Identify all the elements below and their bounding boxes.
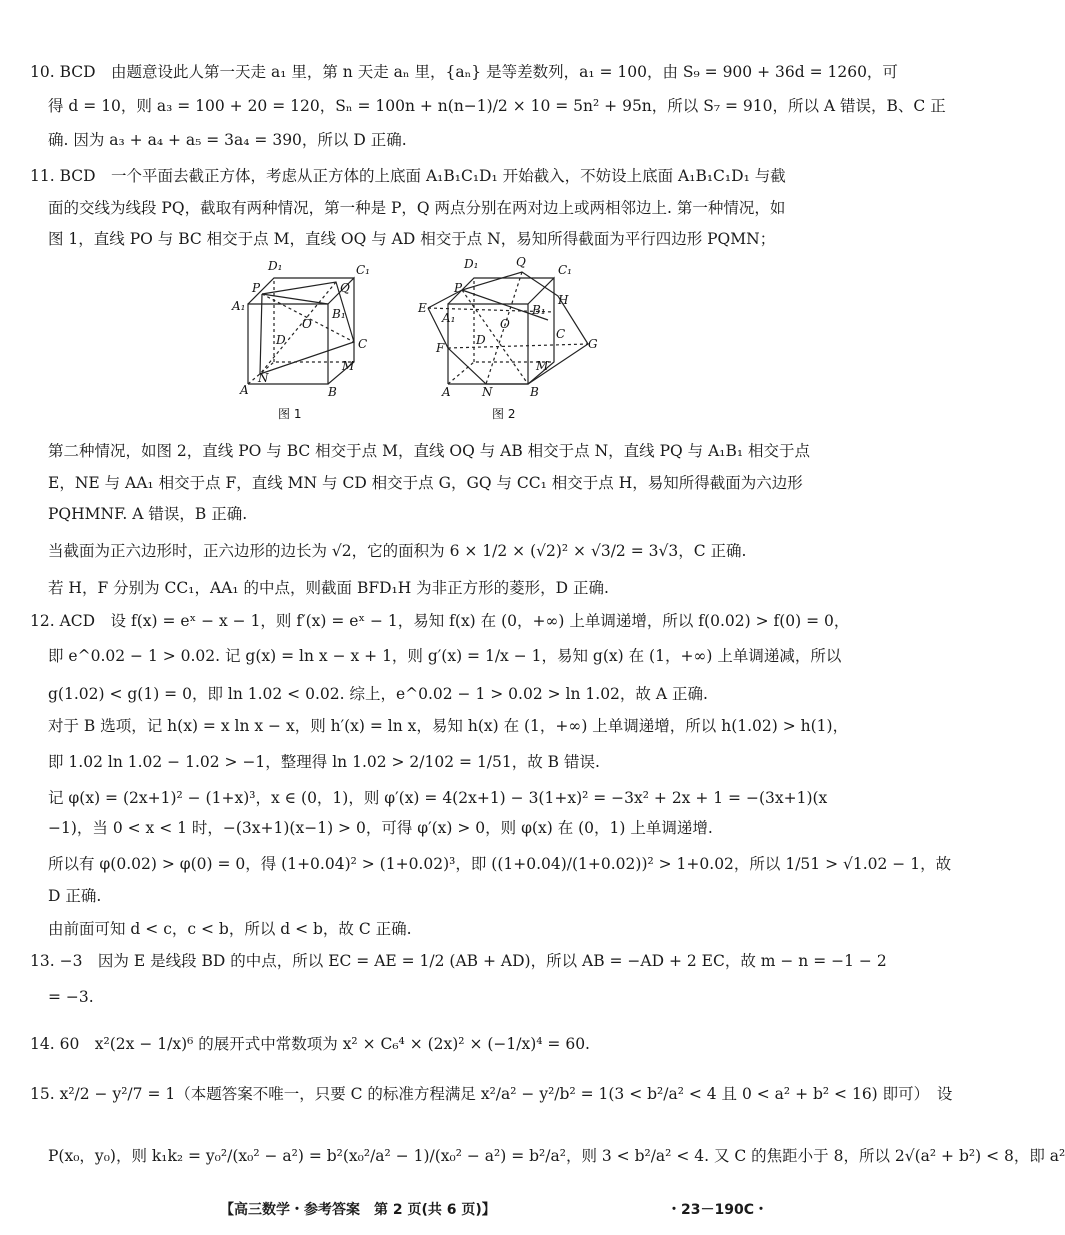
- text-line-24: 14. 60 x²(2x − 1/x)⁶ 的展开式中常数项为 x² × C₆⁴ × (2x)² × (−1/x)⁴ = 60.: [30, 1035, 590, 1053]
- fig1-label-A1: A₁: [232, 299, 246, 313]
- text-line-9: PQHMNF. A 错误，B 正确.: [48, 505, 248, 523]
- text-line-11: 若 H，F 分别为 CC₁，AA₁ 的中点，则截面 BFD₁H 为非正方形的菱形，D 正确.: [48, 579, 609, 597]
- text-line-4: 11. BCD 一个平面去截正方体，考虑从正方体的上底面 A₁B₁C₁D₁ 开始截入，不妨设上底面 A₁B₁C₁D₁ 与截: [30, 167, 786, 185]
- fig1-label-A: A: [240, 383, 249, 397]
- text-line-18: −1)，当 0 < x < 1 时，−(3x+1)(x−1) > 0，可得 φ′(x) > 0，则 φ(x) 在 (0，1) 上单调递增.: [48, 819, 713, 837]
- fig2-label-O: O: [500, 317, 510, 331]
- text-line-7: 第二种情况，如图 2，直线 PO 与 BC 相交于点 M，直线 OQ 与 AB 相交于点 N，直线 PQ 与 A₁B₁ 相交于点: [48, 442, 811, 460]
- figure-1-caption: 图 1: [278, 407, 302, 421]
- text-line-13: 即 e^0.02 − 1 > 0.02. 记 g(x) = ln x − x + 1，则 g′(x) = 1/x − 1，易知 g(x) 在 (1，+∞) 上单调递减，所以: [48, 647, 842, 665]
- text-line-14: g(1.02) < g(1) = 0，即 ln 1.02 < 0.02. 综上，e^0.02 − 1 > 0.02 > ln 1.02，故 A 正确.: [48, 685, 708, 703]
- text-line-8: E，NE 与 AA₁ 相交于点 F，直线 MN 与 CD 相交于点 G，GQ 与 CC₁ 相交于点 H，易知所得截面为六边形: [48, 474, 803, 492]
- fig1-label-P: P: [252, 281, 261, 295]
- fig2-label-D1: D₁: [464, 257, 479, 271]
- fig1-label-C1: C₁: [356, 263, 370, 277]
- fig2-label-E: E: [418, 301, 427, 315]
- text-line-25: 15. x²/2 − y²/7 = 1（本题答案不唯一，只要 C 的标准方程满足 x²/a² − y²/b² = 1(3 < b²/a² < 4 且 0 < a² + b² < 16) 即可） 设: [30, 1085, 953, 1103]
- text-line-21: 由前面可知 d < c，c < b，所以 d < b，故 C 正确.: [48, 920, 412, 938]
- figure-1-cube: [248, 278, 354, 384]
- fig1-label-D1: D₁: [268, 259, 283, 273]
- text-line-1: 10. BCD 由题意设此人第一天走 a₁ 里，第 n 天走 aₙ 里，{aₙ} 是等差数列，a₁ = 100，由 S₉ = 900 + 36d = 1260，可: [30, 63, 898, 81]
- fig2-label-H: H: [558, 293, 569, 307]
- fig2-label-F: F: [436, 341, 445, 355]
- text-line-10: 当截面为正六边形时，正六边形的边长为 √2，它的面积为 6 × 1/2 × (√2)² × √3/2 = 3√3，C 正确.: [48, 542, 747, 560]
- text-line-3: 确. 因为 a₃ + a₄ + a₅ = 3a₄ = 390，所以 D 正确.: [48, 131, 407, 149]
- fig1-label-C: C: [358, 337, 368, 351]
- text-line-5: 面的交线为线段 PQ，截取有两种情况，第一种是 P，Q 两点分别在两对边上或两相邻边上. 第一种情况，如: [48, 199, 786, 217]
- text-line-15: 对于 B 选项，记 h(x) = x ln x − x，则 h′(x) = ln x，易知 h(x) 在 (1，+∞) 上单调递增，所以 h(1.02) > h(1)，: [48, 717, 849, 735]
- cube-section-figures: [228, 252, 598, 430]
- footer-title: 【高三数学・参考答案 第 2 页(共 6 页)】: [220, 1202, 496, 1218]
- text-line-2: 得 d = 10，则 a₃ = 100 + 20 = 120，Sₙ = 100n + n(n−1)/2 × 10 = 5n² + 95n，所以 S₇ = 910，所以 A 错误，B、C 正: [48, 97, 946, 115]
- fig2-label-A1: A₁: [442, 311, 456, 325]
- fig1-label-D: D: [276, 333, 286, 347]
- text-line-19: 所以有 φ(0.02) > φ(0) = 0，得 (1+0.04)² > (1+0.02)³，即 ((1+0.04)/(1+0.02))² > 1+0.02，所以 1/51 > √1.02 − 1，故: [48, 855, 952, 873]
- fig1-label-N: N: [258, 371, 269, 385]
- fig2-label-C: C: [556, 327, 566, 341]
- text-line-22: 13. −3 因为 E 是线段 BD 的中点，所以 EC = AE = 1/2 (AB + AD)，所以 AB = −AD + 2 EC，故 m − n = −1 − 2: [30, 952, 887, 970]
- fig2-label-D: D: [476, 333, 486, 347]
- fig1-label-O: O: [302, 317, 312, 331]
- fig1-label-B: B: [328, 385, 337, 399]
- fig2-label-P: P: [454, 281, 463, 295]
- text-line-26: P(x₀，y₀)，则 k₁k₂ = y₀²/(x₀² − a²) = b²(x₀²/a² − 1)/(x₀² − a²) = b²/a²，则 3 < b²/a² < 4. 又 C 的焦距小于 8，所以 2√(a² + b²) < 8，即 a²: [48, 1147, 1065, 1165]
- fig2-label-B1: B₁: [532, 303, 546, 317]
- footer-code: ・23－190C・: [667, 1202, 768, 1218]
- text-line-17: 记 φ(x) = (2x+1)² − (1+x)³，x ∈ (0，1)，则 φ′(x) = 4(2x+1) − 3(1+x)² = −3x² + 2x + 1 = −(3x+1)(x: [48, 789, 828, 807]
- text-line-6: 图 1，直线 PO 与 BC 相交于点 M，直线 OQ 与 AD 相交于点 N，易知所得截面为平行四边形 PQMN；: [48, 230, 776, 248]
- fig2-label-M: M: [536, 359, 549, 373]
- fig2-label-N: N: [482, 385, 493, 399]
- fig1-label-Q: Q: [340, 281, 350, 295]
- fig2-label-G: G: [588, 337, 598, 351]
- fig1-label-M: M: [342, 359, 355, 373]
- text-line-12: 12. ACD 设 f(x) = eˣ − x − 1，则 f′(x) = eˣ − 1，易知 f(x) 在 (0，+∞) 上单调递增，所以 f(0.02) > f(0) = 0，: [30, 612, 850, 630]
- text-line-16: 即 1.02 ln 1.02 − 1.02 > −1，整理得 ln 1.02 > 2/102 = 1/51，故 B 错误.: [48, 753, 600, 771]
- fig1-label-B1: B₁: [332, 307, 346, 321]
- fig2-label-B: B: [530, 385, 539, 399]
- figure-2-caption: 图 2: [492, 407, 516, 421]
- fig2-label-A: A: [442, 385, 451, 399]
- page-footer: [0, 1195, 800, 1225]
- fig2-label-Q: Q: [516, 255, 526, 269]
- text-line-20: D 正确.: [48, 887, 102, 905]
- text-line-23: = −3.: [48, 988, 94, 1006]
- fig2-label-C1: C₁: [558, 263, 572, 277]
